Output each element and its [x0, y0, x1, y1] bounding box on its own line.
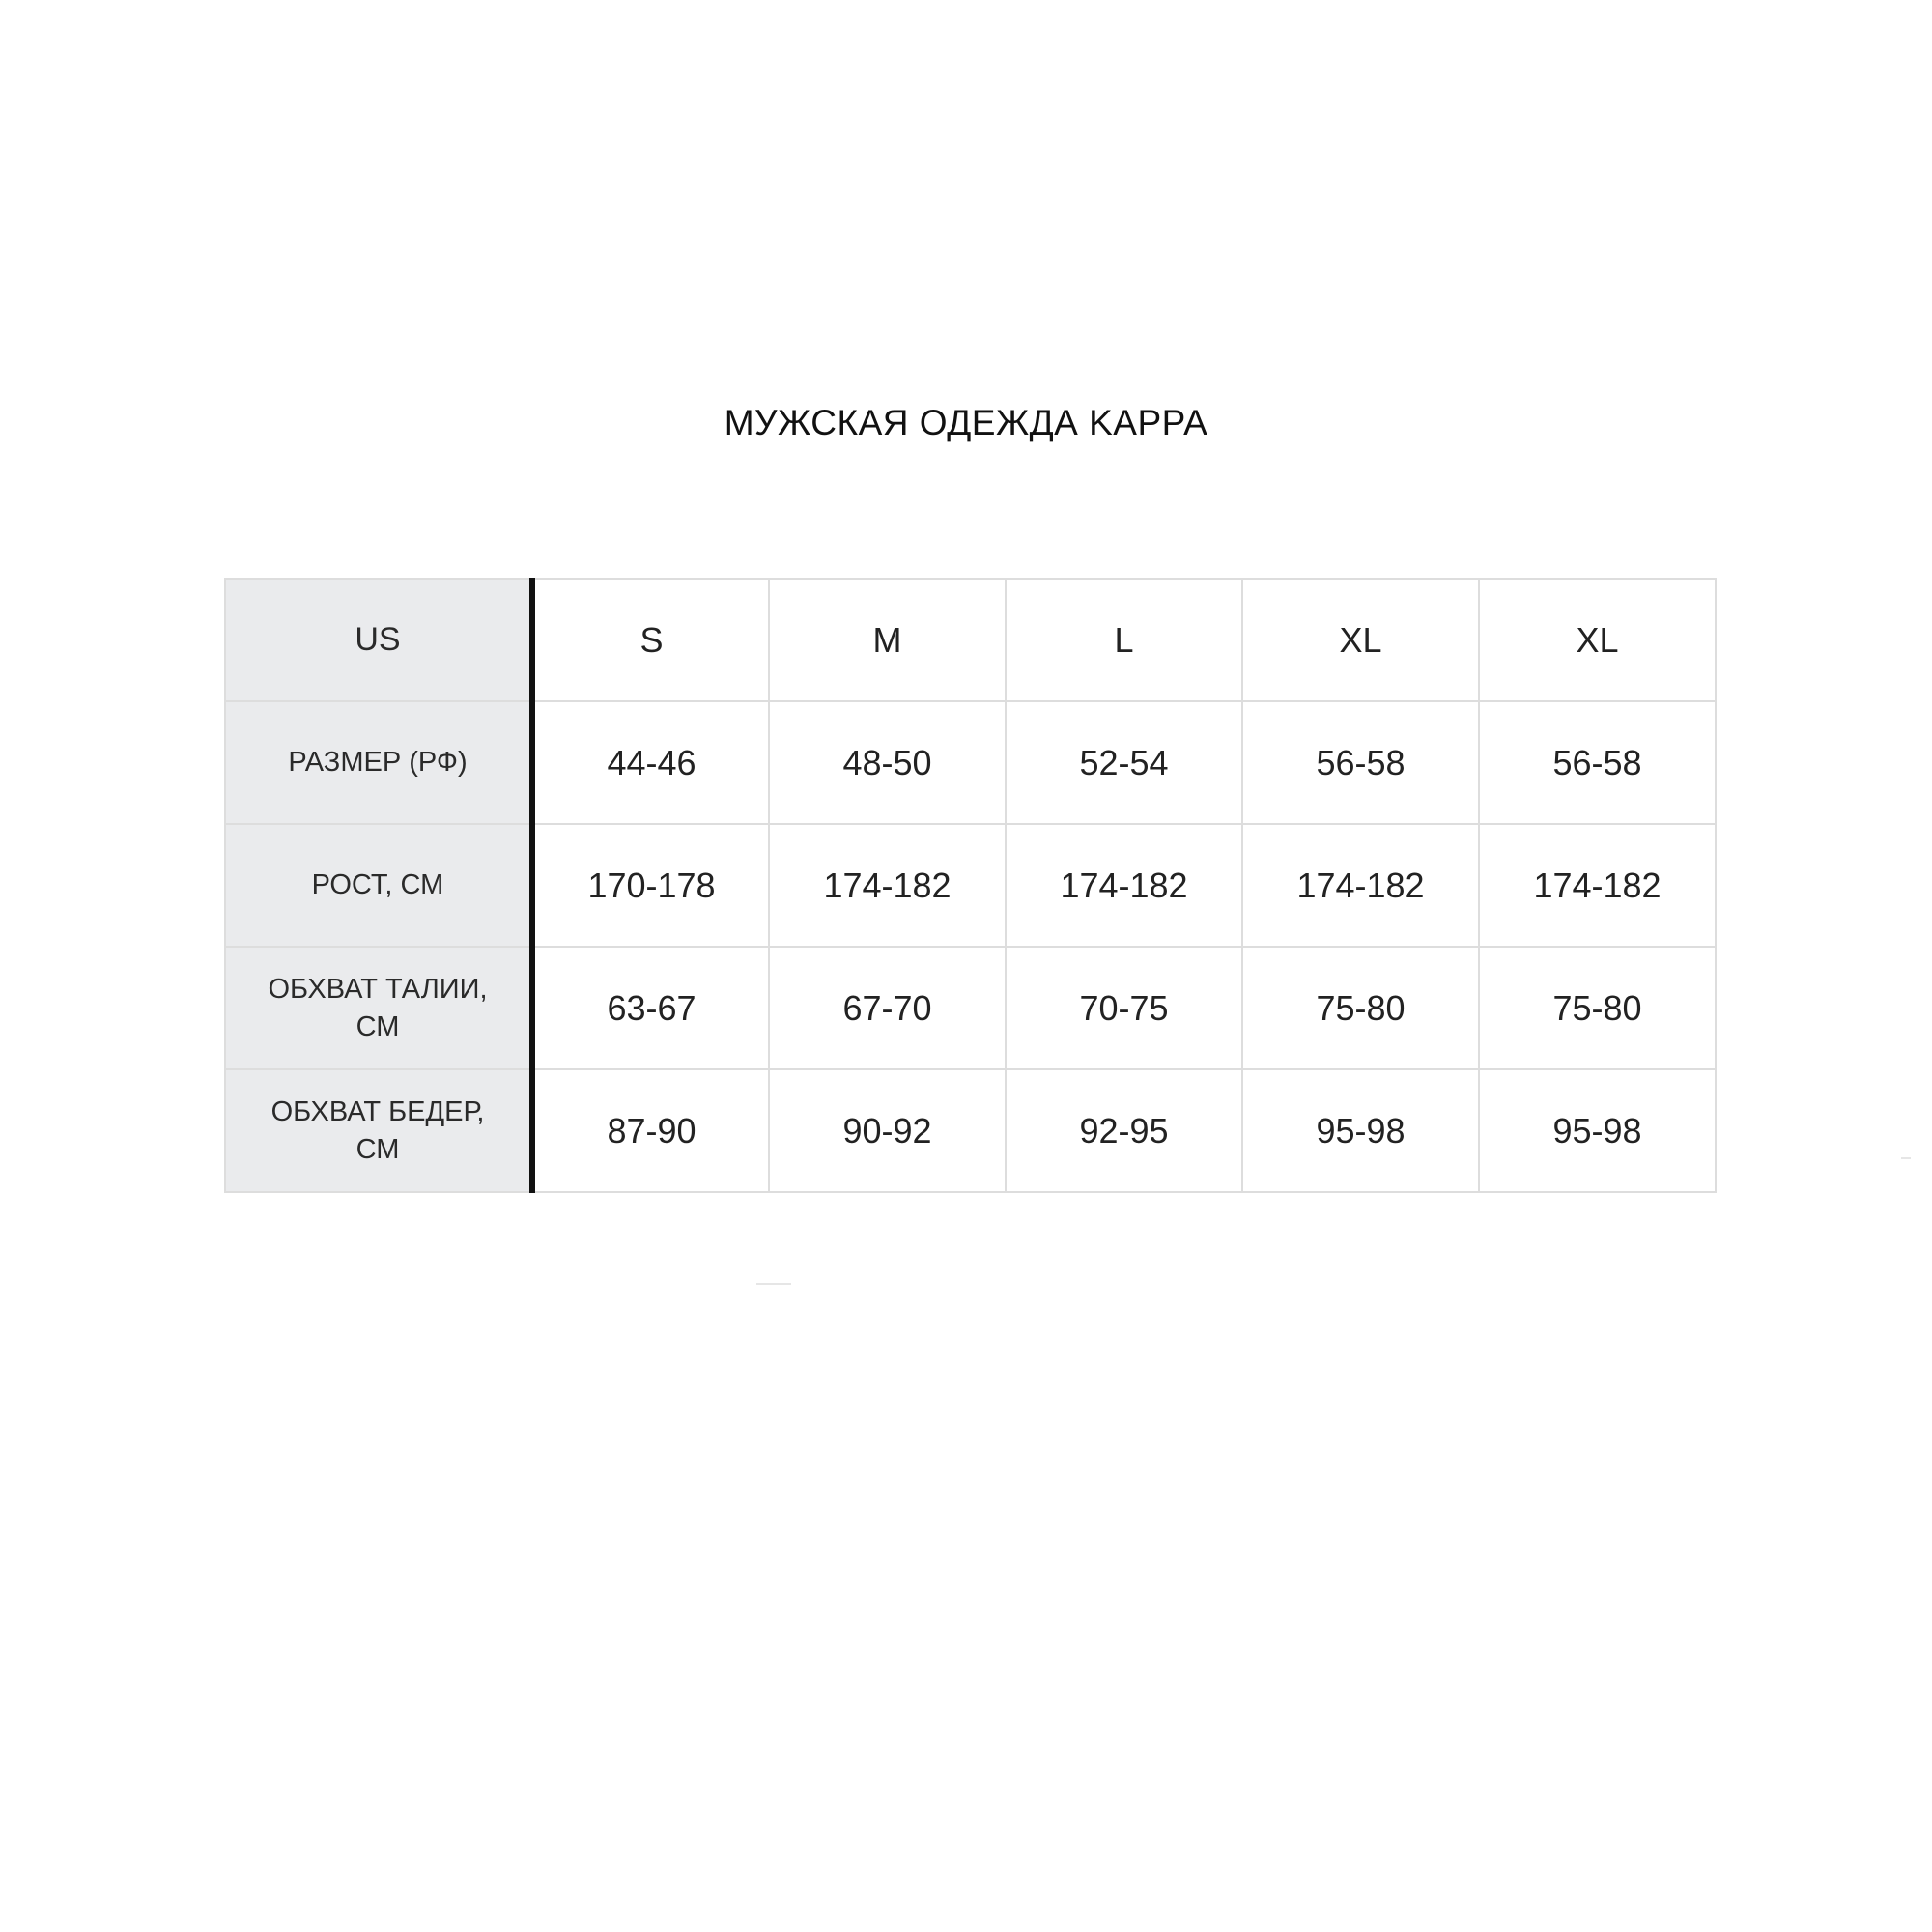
table-cell: 63-67	[532, 947, 769, 1069]
table-cell: 174-182	[769, 824, 1006, 947]
table-cell: 174-182	[1479, 824, 1716, 947]
table-cell: 70-75	[1006, 947, 1242, 1069]
table-cell: 52-54	[1006, 701, 1242, 824]
table-cell: 92-95	[1006, 1069, 1242, 1192]
table-cell: 56-58	[1479, 701, 1716, 824]
row-label-line: СМ	[355, 1133, 400, 1165]
size-header-cell: L	[1006, 579, 1242, 701]
row-label-height: РОСТ, СМ	[225, 824, 532, 947]
table-cell: 75-80	[1242, 947, 1479, 1069]
table-row	[225, 1069, 1716, 1192]
table-cell: 95-98	[1242, 1069, 1479, 1192]
divider	[1901, 1157, 1911, 1159]
table-header-row	[225, 579, 1716, 701]
size-chart-table	[224, 578, 1717, 1193]
row-label-waist	[225, 947, 532, 1069]
table-cell: 174-182	[1006, 824, 1242, 947]
table-cell: 95-98	[1479, 1069, 1716, 1192]
row-label-line: ОБХВАТ БЕДЕР,	[270, 1095, 485, 1127]
page-title: МУЖСКАЯ ОДЕЖДА KAPPA	[724, 403, 1208, 442]
divider	[756, 1283, 791, 1285]
size-header-cell: XL	[1479, 579, 1716, 701]
table-cell: 87-90	[532, 1069, 769, 1192]
table-cell: 170-178	[532, 824, 769, 947]
size-header-cell: M	[769, 579, 1006, 701]
table-cell: 174-182	[1242, 824, 1479, 947]
table-cell: 56-58	[1242, 701, 1479, 824]
size-header-cell: XL	[1242, 579, 1479, 701]
row-label-rf-size: РАЗМЕР (РФ)	[225, 701, 532, 824]
table-cell: 67-70	[769, 947, 1006, 1069]
row-label-us: US	[225, 579, 532, 701]
row-label-hips	[225, 1069, 532, 1192]
size-header-cell: S	[532, 579, 769, 701]
table-cell: 90-92	[769, 1069, 1006, 1192]
table-row	[225, 701, 1716, 824]
row-label-line: ОБХВАТ ТАЛИИ,	[268, 973, 488, 1005]
table-cell: 75-80	[1479, 947, 1716, 1069]
table-row	[225, 824, 1716, 947]
row-label-line: СМ	[355, 1010, 400, 1042]
table-cell: 48-50	[769, 701, 1006, 824]
table-cell: 44-46	[532, 701, 769, 824]
table-row	[225, 947, 1716, 1069]
